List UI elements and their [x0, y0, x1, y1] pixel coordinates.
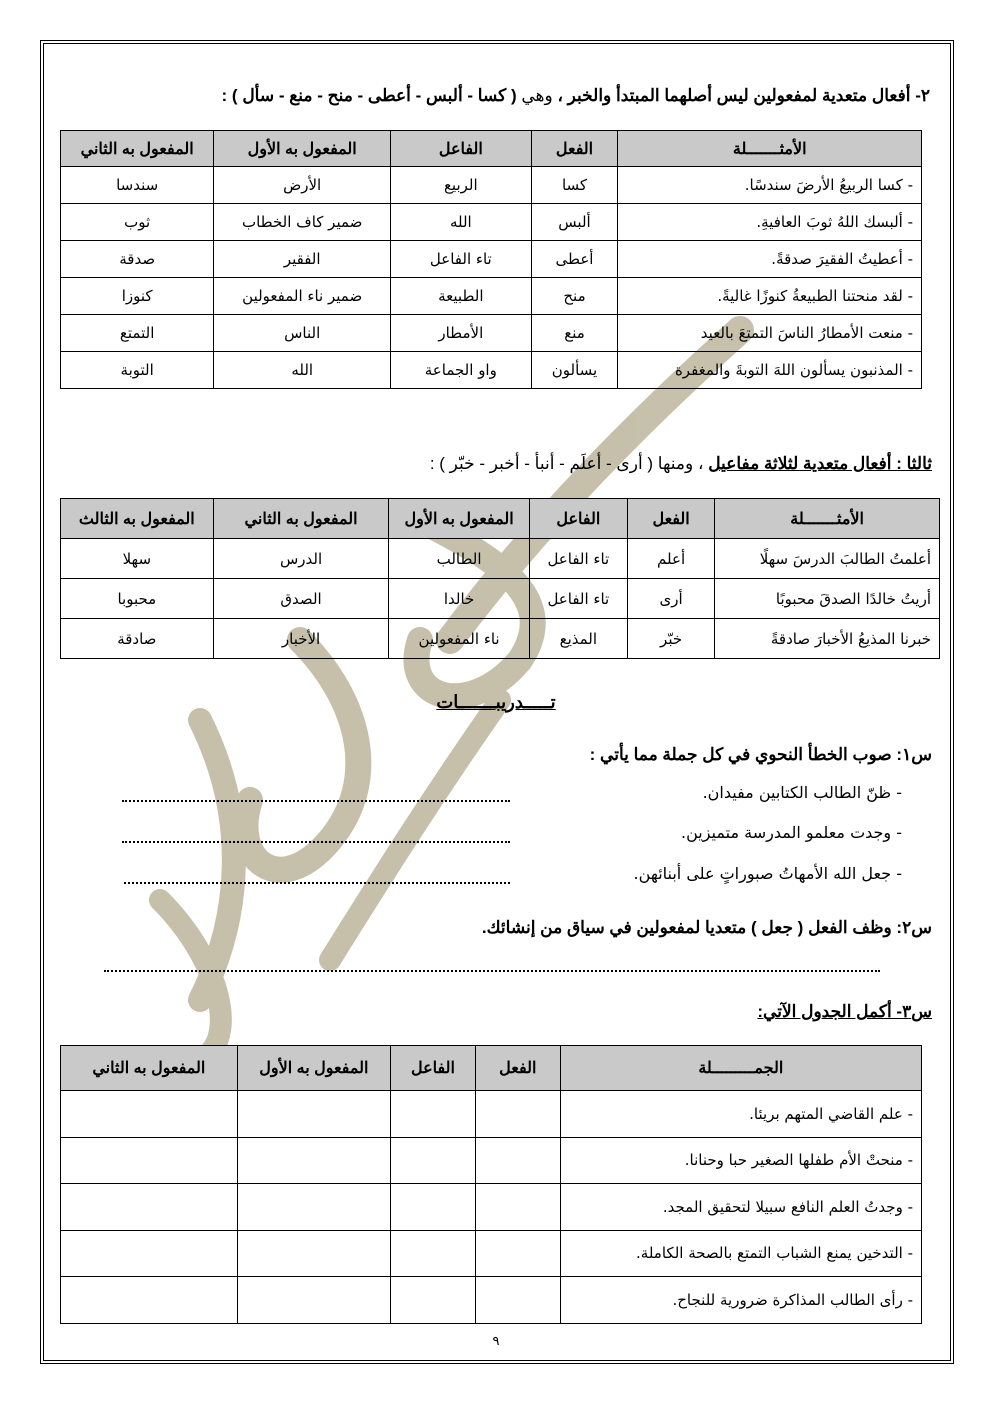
col-sentence: الجمـــــــــلة [560, 1046, 921, 1091]
table-cell: يسألون [531, 352, 618, 389]
table-row [61, 1091, 922, 1138]
table-row [61, 241, 922, 278]
section3-heading [430, 454, 932, 474]
table-row [61, 1277, 922, 1324]
section2-heading-title: ٢- أفعال متعدية لمفعولين ليس أصلهما المبتدأ والخبر ، [552, 86, 930, 105]
q1-item: - ظنّ الطالب الكتابين مفيدان. [702, 783, 902, 802]
table-cell: ألبس [531, 204, 618, 241]
blank-answer-cell[interactable] [475, 1230, 560, 1277]
answer-line[interactable] [122, 841, 510, 843]
col-subject: الفاعل [391, 131, 531, 167]
section3-heading-title: ثالثا : أفعال متعدية لثلاثة مفاعيل [708, 454, 932, 473]
table-cell: تاء الفاعل [529, 539, 627, 579]
example-cell: - رأى الطالب المذاكرة ضرورية للنجاح. [560, 1277, 921, 1324]
example-cell: - ألبسك اللهُ ثوبَ العافيةِ. [618, 204, 922, 241]
col-object2: المفعول به الثاني [213, 499, 389, 539]
example-cell: - المذنبون يسألون اللهَ التوبةَ والمغفرة [618, 352, 922, 389]
table-cell: تاء الفاعل [391, 241, 531, 278]
table-cell: واو الجماعة [391, 352, 531, 389]
blank-answer-cell[interactable] [475, 1184, 560, 1231]
table-cell: التوبة [61, 352, 214, 389]
table-row [61, 352, 922, 389]
col-object3: المفعول به الثالث [61, 499, 214, 539]
example-cell: - منحتْ الأم طفلها الصغير حبا وحنانا. [560, 1137, 921, 1184]
example-cell: - التدخين يمنع الشباب التمتع بالصحة الكاملة. [560, 1230, 921, 1277]
table-cell: الربيع [391, 167, 531, 204]
table-cell: خالدا [389, 579, 529, 619]
blank-answer-cell[interactable] [475, 1137, 560, 1184]
table-cell: منع [531, 315, 618, 352]
table-row [61, 1137, 922, 1184]
table-cell: الناس [214, 315, 391, 352]
table-row [61, 204, 922, 241]
example-cell: - منعت الأمطارُ الناسَ التمتعَ بالعيد [618, 315, 922, 352]
blank-answer-cell[interactable] [61, 1277, 238, 1324]
table-cell: الدرس [213, 539, 389, 579]
table-row [61, 315, 922, 352]
table-row [61, 539, 940, 579]
table-cell: الطبيعة [391, 278, 531, 315]
example-cell: أريتُ خالدًا الصدقَ محبوبًا [715, 579, 940, 619]
col-object1: المفعول به الأول [237, 1046, 390, 1091]
table-row [61, 619, 940, 659]
table-cell: أعطى [531, 241, 618, 278]
section2-table [60, 130, 922, 389]
blank-answer-cell[interactable] [391, 1184, 476, 1231]
page-number: ٩ [492, 1334, 500, 1349]
answer-line[interactable] [104, 970, 880, 972]
col-examples: الأمثـــــــلة [618, 131, 922, 167]
table-cell: المذيع [529, 619, 627, 659]
table-cell: ثوب [61, 204, 214, 241]
example-cell: - علم القاضي المتهم بريئا. [560, 1091, 921, 1138]
table-cell: أعلم [627, 539, 714, 579]
q2-label: س٢: وظف الفعل ( جعل ) متعديا لمفعولين في سياق من إنشائك. [481, 918, 932, 937]
example-cell: - وجدتُ العلم النافع سبيلا لتحقيق المجد. [560, 1184, 921, 1231]
col-verb: الفعل [627, 499, 714, 539]
table-row [61, 278, 922, 315]
blank-answer-cell[interactable] [61, 1091, 238, 1138]
table-cell: صادقة [61, 619, 214, 659]
table-cell: الفقير [214, 241, 391, 278]
blank-answer-cell[interactable] [391, 1091, 476, 1138]
table-cell: منح [531, 278, 618, 315]
blank-answer-cell[interactable] [237, 1137, 390, 1184]
col-verb: الفعل [531, 131, 618, 167]
col-examples: الأمثـــــــلة [715, 499, 940, 539]
example-cell: أعلمتُ الطالبَ الدرسَ سهلًا [715, 539, 940, 579]
q3-table [60, 1045, 922, 1324]
blank-answer-cell[interactable] [391, 1277, 476, 1324]
table-cell: الأمطار [391, 315, 531, 352]
col-verb: الفعل [475, 1046, 560, 1091]
col-object1: المفعول به الأول [389, 499, 529, 539]
table-cell: التمتع [61, 315, 214, 352]
table-row [61, 1184, 922, 1231]
table-cell: أرى [627, 579, 714, 619]
table-cell: الأخبار [213, 619, 389, 659]
blank-answer-cell[interactable] [237, 1277, 390, 1324]
blank-answer-cell[interactable] [475, 1277, 560, 1324]
table-cell: تاء الفاعل [529, 579, 627, 619]
col-object2: المفعول به الثاني [61, 1046, 238, 1091]
section2-verb-list: ( كسا - ألبس - أعطى - منح - منع - سأل ) : [221, 86, 517, 105]
example-cell: - لقد منحتنا الطبيعةُ كنوزًا غاليةً. [618, 278, 922, 315]
example-cell: خبرنا المذيعُ الأخبارَ صادقةً [715, 619, 940, 659]
section3-verb-list: ، ومنها ( أرى - أعلَم - أنبأ - أخبر - خبّر ) : [429, 454, 709, 473]
blank-answer-cell[interactable] [61, 1230, 238, 1277]
table-cell: الطالب [389, 539, 529, 579]
blank-answer-cell[interactable] [237, 1230, 390, 1277]
table-cell: خبّر [627, 619, 714, 659]
table-row [61, 167, 922, 204]
answer-line[interactable] [124, 882, 510, 884]
table-cell: صدقة [61, 241, 214, 278]
exercises-title: تـــــدريبـــــــات [436, 692, 556, 712]
blank-answer-cell[interactable] [61, 1137, 238, 1184]
col-subject: الفاعل [529, 499, 627, 539]
table-cell: الصدق [213, 579, 389, 619]
table-cell: الله [391, 204, 531, 241]
table-cell: كسا [531, 167, 618, 204]
q3-label: س٣- أكمل الجدول الآتي: [757, 1002, 932, 1021]
table-cell: سهلا [61, 539, 214, 579]
blank-answer-cell[interactable] [237, 1091, 390, 1138]
table-cell: سندسا [61, 167, 214, 204]
table-row [61, 1230, 922, 1277]
table-cell: كنوزا [61, 278, 214, 315]
table-cell: محبوبا [61, 579, 214, 619]
blank-answer-cell[interactable] [61, 1184, 238, 1231]
blank-answer-cell[interactable] [237, 1184, 390, 1231]
table-row [61, 579, 940, 619]
table-cell: الله [214, 352, 391, 389]
table-cell: ضمير ناء المفعولين [214, 278, 391, 315]
table-cell: ناء المفعولين [389, 619, 529, 659]
col-object1: المفعول به الأول [214, 131, 391, 167]
q1-label: س١: صوب الخطأ النحوي في كل جملة مما يأتي : [589, 745, 932, 764]
table-cell: الأرض [214, 167, 391, 204]
blank-answer-cell[interactable] [391, 1137, 476, 1184]
section3-table [60, 498, 940, 659]
example-cell: - أعطيتُ الفقيرَ صدقةً. [618, 241, 922, 278]
col-subject: الفاعل [391, 1046, 476, 1091]
blank-answer-cell[interactable] [475, 1091, 560, 1138]
answer-line[interactable] [122, 800, 510, 802]
section2-heading [222, 86, 930, 106]
col-object2: المفعول به الثاني [61, 131, 214, 167]
section2-heading-connector: وهي [516, 86, 553, 105]
q1-item: - جعل الله الأمهاتُ صبوراتٍ على أبنائهن. [633, 864, 902, 883]
example-cell: - كسا الربيعُ الأرضَ سندسًا. [618, 167, 922, 204]
blank-answer-cell[interactable] [391, 1230, 476, 1277]
table-cell: ضمير كاف الخطاب [214, 204, 391, 241]
q1-item: - وجدت معلمو المدرسة متميزين. [681, 823, 902, 842]
